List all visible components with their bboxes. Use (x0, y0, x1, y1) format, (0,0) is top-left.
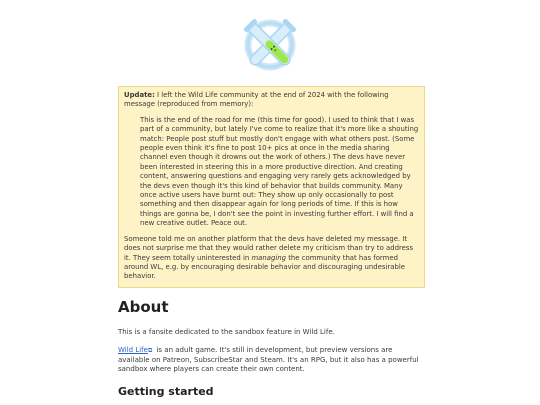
notice-intro-text: I left the Wild Life community at the end of 2024 with the following message (reproduced from memory): (124, 91, 389, 109)
notice-outro (124, 235, 419, 282)
about-intro-paragraph: This is a fansite dedicated to the sandbox feature in Wild Life. (118, 328, 335, 336)
getting-started-heading: Getting started (118, 385, 214, 398)
about-description-paragraph (118, 346, 423, 375)
notice-quote (140, 116, 419, 229)
notice-label: Update: (124, 91, 155, 99)
about-heading: About (118, 298, 169, 316)
notice-outro-text-end: the community that has formed around WL, e.g. by encouraging desirable behavior and discouraging undesirable behavior. (124, 253, 405, 281)
update-notice (118, 86, 425, 288)
wild-life-link[interactable]: Wild Life (118, 346, 148, 354)
notice-outro-text: Someone told me on another platform that the devs have deleted my message. It does not surprise me that they would rather delete my criticism than try to address it. They seem totally uninterested in (124, 234, 414, 262)
notice-intro (124, 91, 419, 110)
notice-outro-emphasis: managing (251, 253, 286, 262)
about-description-text: is an adult game. It's still in development, but preview versions are available on Patreon, SubscribeStar and Steam. It's an RPG, but it also has a powerful sandbox where players can create their own content. (118, 346, 419, 374)
external-link-icon: ⧉ (147, 347, 153, 354)
notice-quote-text: This is the end of the road for me (this time for good). I used to think that I was part of a community, but lately I've come to realize that it's more like a shouting match: People post stuff but mostly don't engage with what others post. (Some people even think it's fine to post 10+ pics at once in the media sharing channel even though it drowns out the work of others.) The devs have never been interested in steering this in a more productive direction. And creating content, answering questions and engaging very rarely gets acknowledged by the devs even though it's this kind of behavior that builds community. Many once active users have burnt out: They show up only occasionally to post something and then disappear again for long periods of time. If this is how things are gonna be, I don't see the point in investing further effort. I will find a new creative outlet. Peace out. (140, 115, 419, 228)
crossed-test-tubes-logo (239, 14, 301, 76)
